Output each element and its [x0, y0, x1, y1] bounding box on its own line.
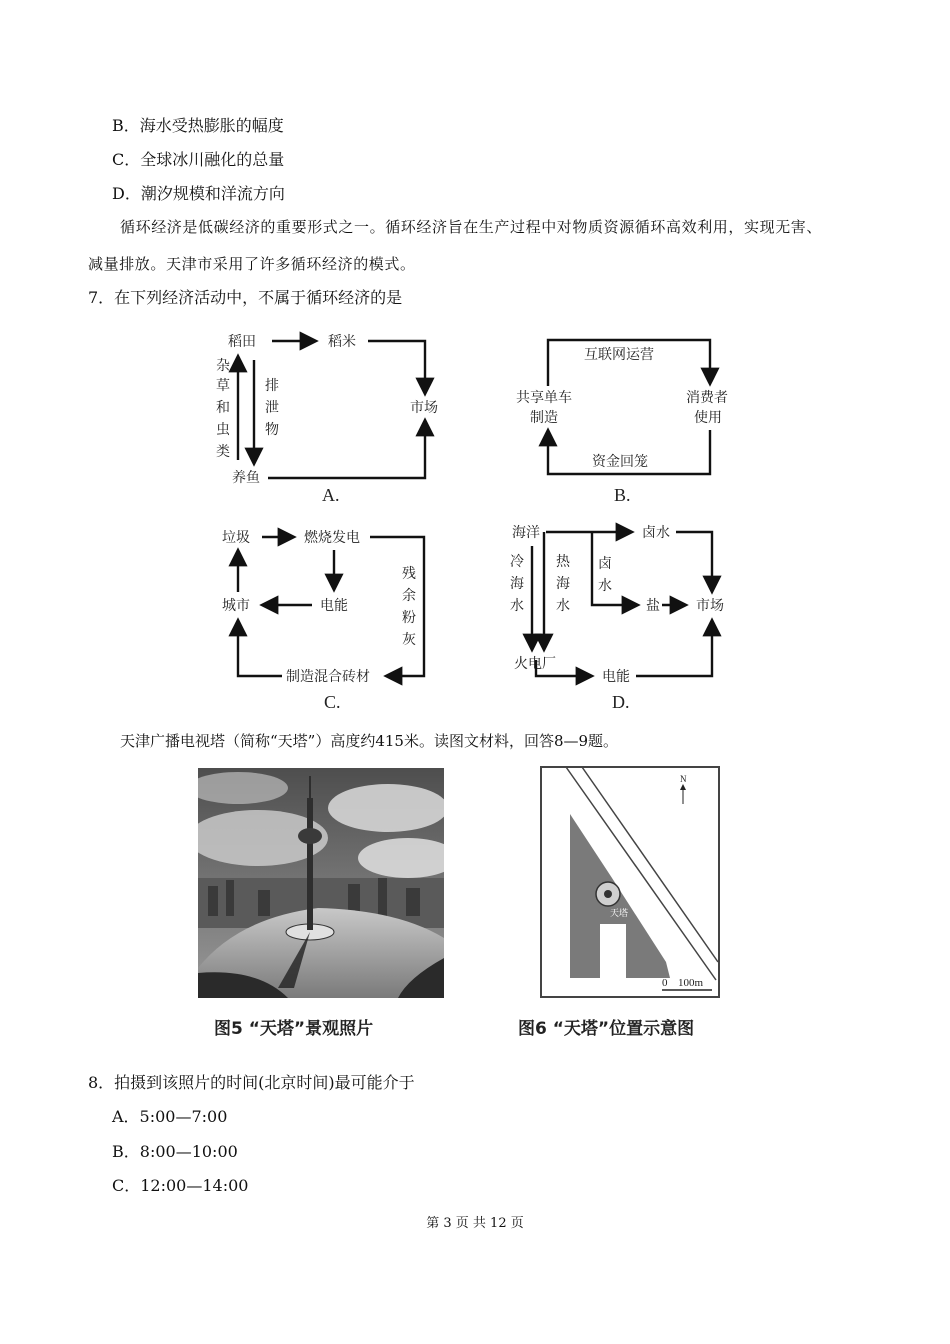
node-market-d: 市场 [696, 598, 724, 614]
node-market: 市场 [410, 400, 438, 416]
node-power-d: 电能 [602, 669, 630, 685]
diagram-d [510, 524, 724, 712]
svg-text:冷: 冷 [510, 554, 524, 570]
fig5-caption: 图5 “天塔”景观照片 [214, 1019, 374, 1039]
svg-text:粉: 粉 [402, 610, 416, 626]
question-8: 8．拍摄到该照片的时间(北京时间)最可能介于 [88, 1073, 415, 1092]
svg-text:排: 排 [265, 378, 279, 394]
node-plant: 火电厂 [514, 656, 556, 672]
svg-text:海: 海 [556, 576, 570, 592]
q8-option-b: B．8:00—10:00 [112, 1142, 238, 1161]
fig6-caption: 图6 “天塔”位置示意图 [518, 1019, 695, 1039]
label-cold-water [510, 554, 524, 614]
label-excreta [265, 377, 279, 438]
svg-text:残: 残 [402, 566, 416, 582]
svg-text:草: 草 [216, 378, 230, 394]
scale-100m: 100m [678, 977, 704, 989]
node-brick: 制造混合砖材 [286, 669, 370, 685]
node-power: 电能 [320, 598, 348, 614]
diagram-a [216, 333, 438, 505]
tianta-landscape-photo [198, 768, 444, 998]
svg-text:水: 水 [510, 598, 524, 614]
node-fish: 养鱼 [232, 470, 260, 486]
svg-text:灰: 灰 [402, 632, 416, 648]
question-7: 7．在下列经济活动中，不属于循环经济的是 [88, 288, 403, 307]
svg-text:泄: 泄 [265, 400, 279, 416]
page-footer: 第 3 页 共 12 页 [426, 1216, 524, 1231]
diagram-c-label: C. [324, 692, 341, 712]
intro-8-9: 天津广播电视塔（简称“天塔”）高度约415米。读图文材料，回答8—9题。 [120, 732, 619, 750]
scale-zero: 0 [662, 977, 668, 989]
node-salt: 盐 [646, 598, 660, 614]
diagram-b [516, 340, 728, 505]
node-bike-1: 共享单车 [516, 390, 572, 406]
svg-text:海: 海 [510, 576, 524, 592]
node-consumer-1: 消费者 [686, 390, 728, 406]
diagram-a-label: A. [322, 485, 340, 505]
option-d: D．潮汐规模和洋流方向 [112, 184, 285, 203]
diagram-d-label: D. [612, 692, 630, 712]
passage-line-1: 循环经济是低碳经济的重要形式之一。循环经济旨在生产过程中对物质资源循环高效利用，实现无害、 [120, 218, 823, 236]
option-b: B．海水受热膨胀的幅度 [112, 116, 284, 135]
node-bike-2: 制造 [530, 410, 558, 426]
node-garbage: 垃圾 [222, 530, 250, 546]
node-internet: 互联网运营 [584, 347, 654, 363]
svg-text:水: 水 [598, 578, 612, 594]
node-paddy: 稻田 [228, 334, 256, 350]
svg-text:虫: 虫 [216, 422, 230, 438]
node-burn: 燃烧发电 [304, 530, 360, 546]
svg-text:热: 热 [556, 554, 570, 570]
node-ocean: 海洋 [512, 525, 540, 541]
q8-option-a: A．5:00—7:00 [112, 1107, 228, 1126]
q8-option-c: C．12:00—14:00 [112, 1176, 249, 1195]
diagram-b-label: B. [614, 485, 631, 505]
svg-text:和: 和 [216, 400, 230, 416]
svg-text:余: 余 [402, 588, 416, 604]
map-tower-label: 天塔 [610, 909, 629, 919]
svg-text:水: 水 [556, 598, 570, 614]
node-funds: 资金回笼 [592, 454, 648, 470]
label-brine [598, 555, 612, 594]
passage-line-2: 减量排放。天津市采用了许多循环经济的模式。 [88, 255, 416, 273]
node-consumer-2: 使用 [694, 410, 722, 426]
north-label: N [680, 774, 687, 784]
node-rice: 稻米 [328, 334, 356, 350]
label-weeds [216, 357, 230, 460]
label-hot-water [556, 553, 571, 614]
node-city: 城市 [222, 598, 250, 614]
svg-text:类: 类 [216, 444, 230, 460]
tianta-location-map [540, 766, 720, 998]
svg-text:杂: 杂 [216, 358, 230, 374]
svg-text:卤: 卤 [598, 556, 612, 572]
node-brine-top: 卤水 [642, 525, 670, 541]
diagram-c [222, 529, 424, 712]
svg-text:物: 物 [265, 422, 279, 438]
label-ash [402, 566, 416, 648]
option-c: C．全球冰川融化的总量 [112, 150, 285, 169]
